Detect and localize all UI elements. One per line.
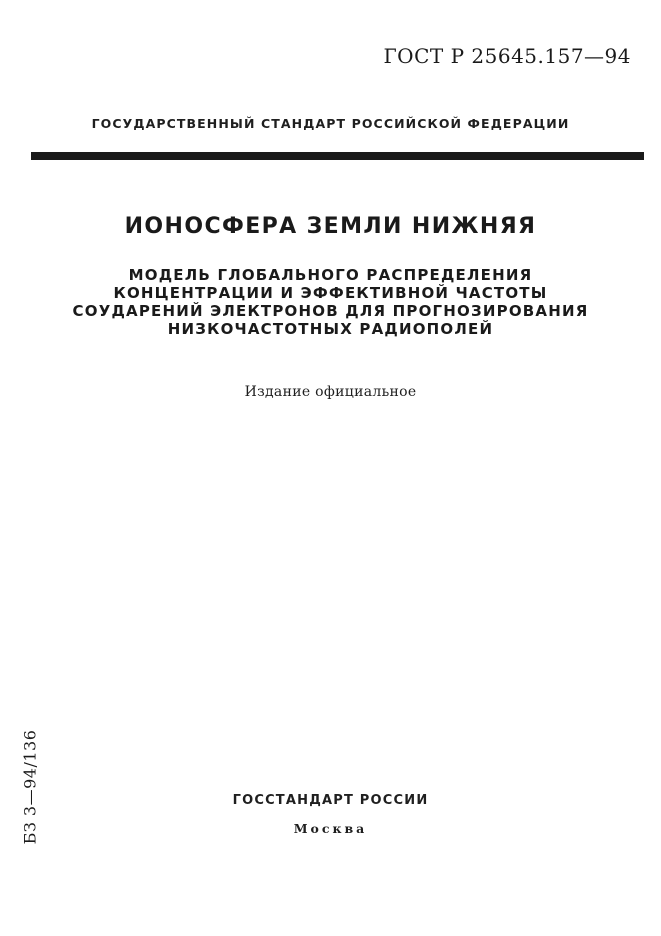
side-catalog-code: БЗ 3—94/136 [20,729,40,845]
subtitle-line: МОДЕЛЬ ГЛОБАЛЬНОГО РАСПРЕДЕЛЕНИЯ [128,266,533,284]
subtitle-line: КОНЦЕНТРАЦИИ И ЭФФЕКТИВНОЙ ЧАСТОТЫ [113,284,548,302]
subtitle-line: НИЗКОЧАСТОТНЫХ РАДИОПОЛЕЙ [167,320,494,338]
state-standard-heading: ГОСУДАРСТВЕННЫЙ СТАНДАРТ РОССИЙСКОЙ ФЕДЕРАЦИИ [91,116,570,131]
heading-rule [31,152,644,160]
document-title: ИОНОСФЕРА ЗЕМЛИ НИЖНЯЯ [124,214,537,239]
document-subtitle [0,266,661,338]
publisher-name: ГОССТАНДАРТ РОССИИ [232,793,429,808]
gost-number: ГОСТ Р 25645.157—94 [383,44,631,68]
edition-note: Издание официальное [244,384,417,400]
subtitle-line: СОУДАРЕНИЙ ЭЛЕКТРОНОВ ДЛЯ ПРОГНОЗИРОВАНИЯ [72,302,589,320]
publication-city: Москва [293,821,368,836]
